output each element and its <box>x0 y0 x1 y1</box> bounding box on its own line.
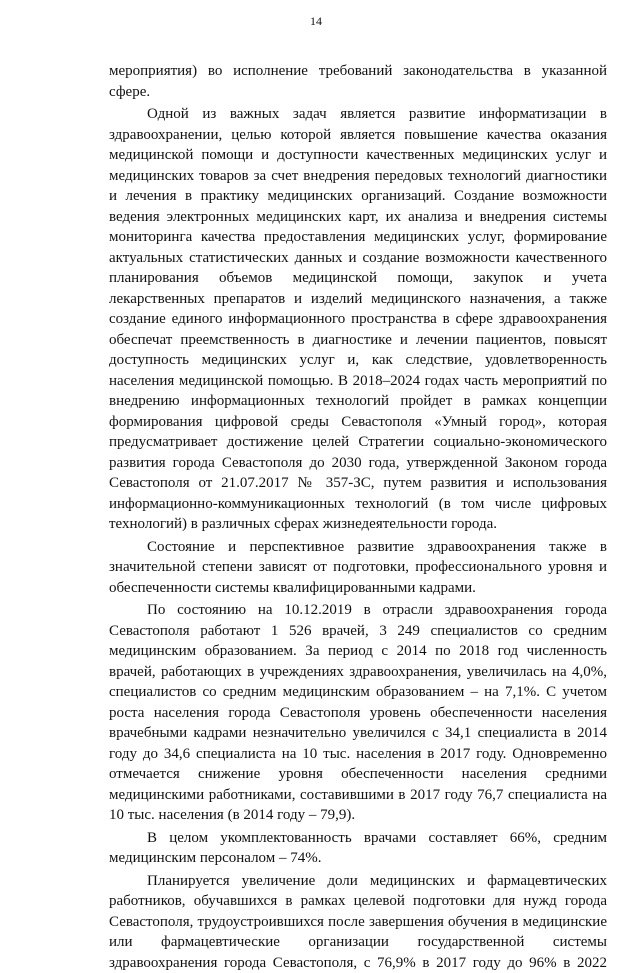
paragraph-continuation: мероприятия) во исполнение требований законодательства в указанной сфере. <box>109 61 607 102</box>
paragraph-informatization: Одной из важных задач является развитие информатизации в здравоохранении, целью которой является повышение качества оказания медицинской помощи и доступности качественных медицинских услуг и медицинских товаров за счет внедрения передовых технологий диагностики и лечения в практику медицинских организаций. Создание возможности ведения электронных медицинских карт, их анализа и внедрения системы мониторинга качества предоставления медицинских услуг, формирование актуальных статистических данных и создание возможности качественного планирования объемов медицинской помощи, закупок и учета лекарственных препаратов и изделий медицинского назначения, а также создание единого информационного пространства в сфере здравоохранения обеспечат преемственность в диагностике и лечении пациентов, повысят доступность медицинских услуг и, как следствие, удовлетворенность населения медицинской помощью. В 2018–2024 годах часть мероприятий по внедрению информационных технологий пройдет в рамках концепции формирования цифровой среды Севастополя «Умный город», которая предусматривает достижение целей Стратегии социально-экономического развития города Севастополя до 2030 года, утвержденной Законом города Севастополя от 21.07.2017 № 357-ЗС, путем развития и использования информационно-коммуникационных технологий (в том числе цифровых технологий) в различных сферах жизнедеятельности города. <box>109 104 607 535</box>
paragraph-targeted-training: Планируется увеличение доли медицинских и фармацевтических работников, обучавшихся в рамках целевой подготовки для нужд города Севастополя, трудоустроившихся после завершения обучения в медицинские или фармацевтические организации государственной системы здравоохранения города Севастополя, с 76,9% в 2017 году до 96% в 2022 <box>109 871 607 973</box>
document-body <box>109 61 607 973</box>
paragraph-staffing-state: Состояние и перспективное развитие здравоохранения также в значительной степени зависят от подготовки, профессионального уровня и обеспеченности системы квалифицированными кадрами. <box>109 537 607 599</box>
paragraph-staffing-rate: В целом укомплектованность врачами составляет 66%, средним медицинским персоналом – 74%. <box>109 828 607 869</box>
page-number: 14 <box>0 14 632 29</box>
paragraph-staff-statistics: По состоянию на 10.12.2019 в отрасли здравоохранения города Севастополя работают 1 526 врачей, 3 249 специалистов со средним медицинским образованием. За период с 2014 по 2018 год численность врачей, работающих в учреждениях здравоохранения, увеличилась на 4,0%, специалистов со средним медицинским образованием – на 7,1%. С учетом роста населения города Севастополя уровень обеспеченности населения врачебными кадрами незначительно увеличился с 34,1 специалиста в 2014 году до 34,6 специалиста на 10 тыс. населения в 2017 году. Одновременно отмечается снижение уровня обеспеченности населения средними медицинскими работниками, составившими в 2017 году 76,7 специалиста на 10 тыс. населения (в 2014 году – 79,9). <box>109 600 607 826</box>
